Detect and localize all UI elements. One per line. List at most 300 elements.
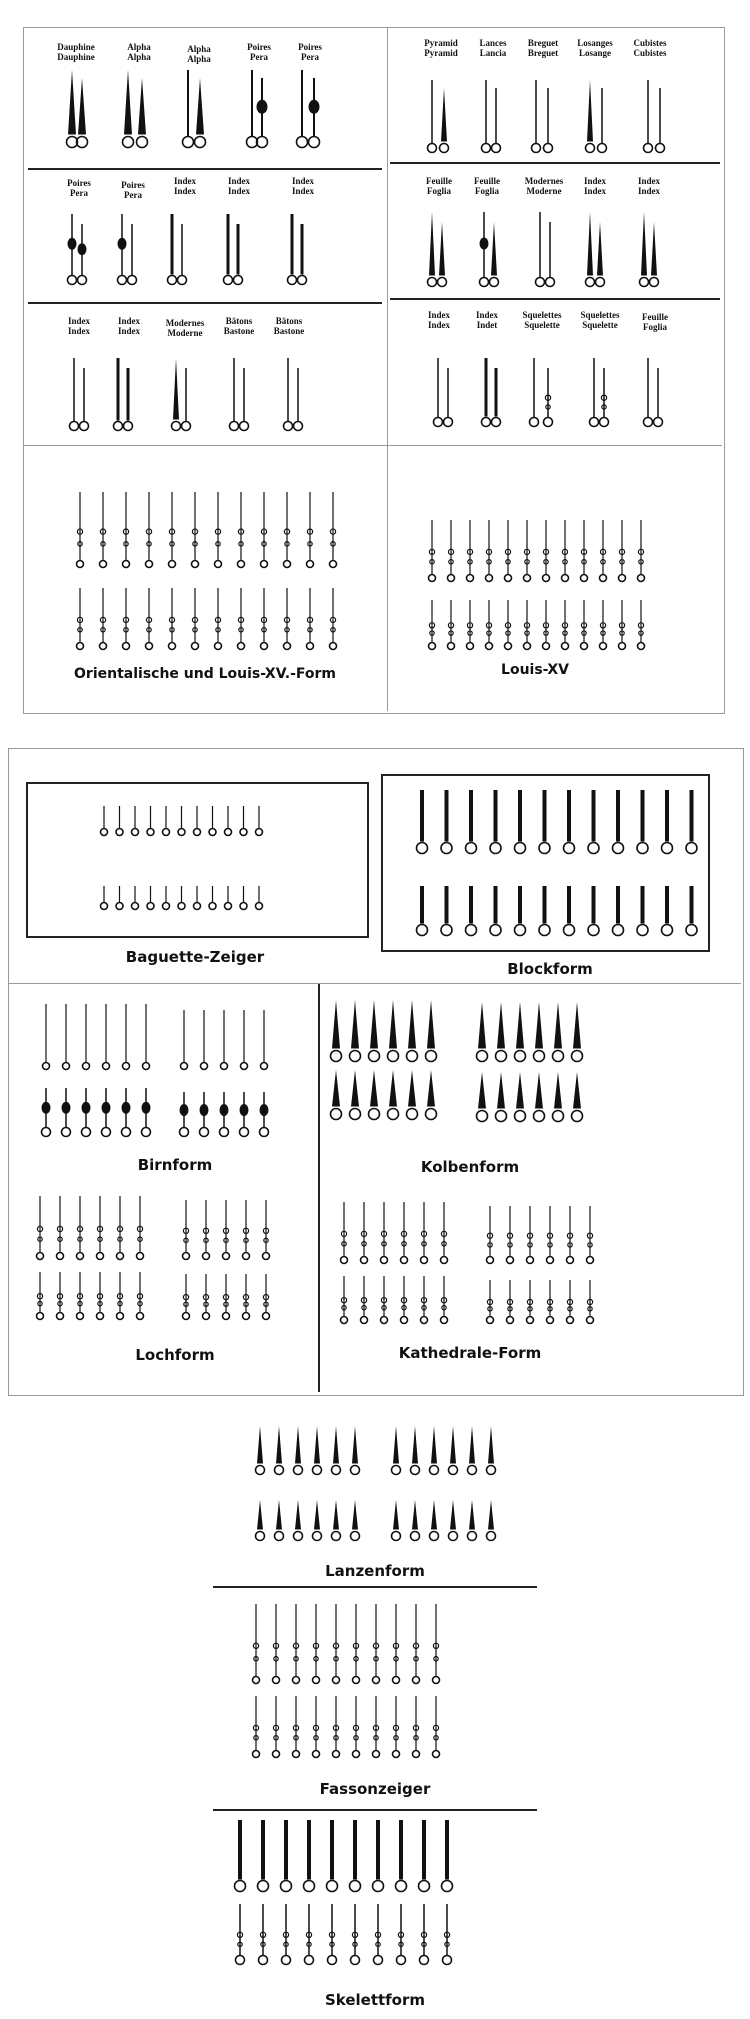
- watch-hand-icon: [411, 1500, 420, 1541]
- watch-hand-icon: [507, 1280, 514, 1324]
- hand-label-breguet: Breguet Breguet: [527, 38, 559, 58]
- watch-hand-icon: [238, 588, 245, 650]
- watch-hand-icon: [215, 492, 222, 568]
- watch-hand-icon: [304, 1820, 315, 1892]
- watch-hand-icon: [263, 1274, 270, 1320]
- watch-hand-icon: [588, 790, 599, 854]
- watch-hand-icon: [57, 1272, 64, 1320]
- watch-hand-icon: [587, 1206, 594, 1264]
- watch-hand-icon: [443, 1904, 452, 1965]
- caption-lanzenform: Lanzenform: [325, 1562, 425, 1580]
- watch-hand-icon: [181, 1010, 188, 1070]
- watch-hand-icon: [448, 600, 455, 650]
- watch-hand-icon: [331, 1000, 342, 1062]
- watch-hand-icon: [123, 1004, 130, 1070]
- watch-hand-icon: [536, 212, 545, 287]
- watch-hand-icon: [82, 1088, 91, 1137]
- caption-kathedrale-form: Kathedrale-Form: [398, 1344, 542, 1362]
- watch-hand-icon: [477, 1002, 488, 1062]
- watch-hand-icon: [102, 1088, 111, 1137]
- watch-hand-icon: [178, 224, 187, 285]
- caption-birnform: Birnform: [137, 1156, 213, 1174]
- watch-hand-icon: [293, 1604, 300, 1684]
- watch-hand-icon: [137, 1272, 144, 1320]
- watch-hand-icon: [77, 78, 88, 148]
- watch-hand-icon: [567, 1280, 574, 1324]
- watch-hand-icon: [77, 588, 84, 650]
- watch-hand-icon: [100, 492, 107, 568]
- watch-hand-icon: [564, 790, 575, 854]
- watch-hand-icon: [78, 224, 87, 285]
- watch-hand-icon: [397, 1904, 406, 1965]
- watch-hand-icon: [313, 1426, 322, 1475]
- watch-hand-icon: [381, 1202, 388, 1264]
- hand-label-poires-4: Poires Pera: [121, 180, 145, 200]
- watch-hand-icon: [341, 1276, 348, 1324]
- watch-hand-icon: [492, 88, 501, 153]
- watch-hand-icon: [284, 358, 293, 431]
- watch-hand-icon: [307, 492, 314, 568]
- watch-hand-icon: [117, 1272, 124, 1320]
- watch-hand-icon: [487, 1500, 496, 1541]
- watch-hand-icon: [547, 1206, 554, 1264]
- watch-hand-icon: [598, 88, 607, 153]
- watch-hand-icon: [361, 1276, 368, 1324]
- watch-hand-icon: [586, 212, 595, 287]
- watch-hand-icon: [259, 1904, 268, 1965]
- watch-hand-icon: [373, 1820, 384, 1892]
- watch-hand-icon: [333, 1696, 340, 1758]
- watch-hand-icon: [313, 1696, 320, 1758]
- watch-hand-icon: [37, 1196, 44, 1260]
- watch-hand-icon: [201, 1010, 208, 1070]
- caption-skelettform: Skelettform: [324, 1991, 426, 2009]
- watch-hand-icon: [434, 358, 443, 427]
- watch-hand-icon: [686, 886, 697, 936]
- watch-hand-icon: [562, 600, 569, 650]
- watch-hand-icon: [330, 588, 337, 650]
- watch-hand-icon: [257, 78, 268, 148]
- watch-hand-icon: [294, 1426, 303, 1475]
- watch-hand-icon: [411, 1426, 420, 1475]
- watch-hand-icon: [490, 790, 501, 854]
- caption-lochform: Lochform: [135, 1346, 215, 1364]
- hand-label-modernes-2: Modernes Moderne: [524, 176, 564, 196]
- watch-hand-icon: [178, 886, 185, 910]
- watch-hand-icon: [275, 1426, 284, 1475]
- hand-label-poires-1: Poires Pera: [247, 42, 271, 62]
- watch-hand-icon: [284, 588, 291, 650]
- watch-hand-icon: [564, 886, 575, 936]
- watch-hand-icon: [401, 1202, 408, 1264]
- watch-hand-icon: [182, 368, 191, 431]
- watch-hand-icon: [298, 224, 307, 285]
- watch-hand-icon: [546, 222, 555, 287]
- watch-hand-icon: [419, 1820, 430, 1892]
- hand-label-batons-2: Bâtons Bastone: [273, 316, 305, 336]
- watch-hand-icon: [590, 358, 599, 427]
- watch-hand-icon: [413, 1604, 420, 1684]
- watch-hand-icon: [313, 1500, 322, 1541]
- watch-hand-icon: [235, 1820, 246, 1892]
- watch-hand-icon: [572, 1072, 583, 1122]
- watch-hand-icon: [444, 368, 453, 427]
- watch-hand-icon: [101, 806, 108, 836]
- watch-hand-icon: [507, 1206, 514, 1264]
- watch-hand-icon: [530, 358, 539, 427]
- watch-hand-icon: [294, 1500, 303, 1541]
- watch-hand-icon: [654, 368, 663, 427]
- watch-hand-icon: [441, 790, 452, 854]
- watch-hand-icon: [123, 492, 130, 568]
- watch-hand-icon: [103, 1004, 110, 1070]
- hand-label-poires-2: Poires Pera: [298, 42, 322, 62]
- hand-label-index-7: Index Index: [637, 176, 660, 196]
- watch-hand-icon: [421, 1202, 428, 1264]
- watch-hand-icon: [441, 886, 452, 936]
- watch-hand-icon: [539, 790, 550, 854]
- watch-hand-icon: [240, 806, 247, 836]
- watch-hand-icon: [236, 1904, 245, 1965]
- watch-hand-icon: [77, 1196, 84, 1260]
- watch-hand-icon: [429, 520, 436, 582]
- watch-hand-icon: [83, 1004, 90, 1070]
- watch-hand-icon: [441, 1202, 448, 1264]
- watch-hand-icon: [97, 1272, 104, 1320]
- watch-hand-icon: [438, 222, 447, 287]
- watch-hand-icon: [428, 212, 437, 287]
- watch-hand-icon: [353, 1696, 360, 1758]
- watch-hand-icon: [77, 1272, 84, 1320]
- hand-label-modernes: Modernes Moderne: [165, 318, 205, 338]
- hand-label-index-9: Index Indet: [475, 310, 498, 330]
- watch-hand-icon: [122, 1088, 131, 1137]
- watch-hand-icon: [637, 790, 648, 854]
- watch-hand-icon: [305, 1904, 314, 1965]
- watch-hand-icon: [433, 1696, 440, 1758]
- watch-hand-icon: [482, 80, 491, 153]
- watch-hand-icon: [656, 88, 665, 153]
- watch-hand-icon: [350, 1070, 361, 1120]
- watch-hand-icon: [203, 1200, 210, 1260]
- watch-hand-icon: [487, 1426, 496, 1475]
- watch-hand-icon: [567, 1206, 574, 1264]
- watch-hand-icon: [341, 1202, 348, 1264]
- hand-label-index-6: Index Index: [583, 176, 606, 196]
- watch-hand-icon: [147, 886, 154, 910]
- hand-label-pyramid: Pyramid Pyramid: [424, 38, 458, 58]
- watch-hand-icon: [486, 520, 493, 582]
- watch-hand-icon: [261, 492, 268, 568]
- watch-hand-icon: [515, 1002, 526, 1062]
- watch-hand-icon: [619, 600, 626, 650]
- watch-hand-icon: [132, 886, 139, 910]
- watch-hand-icon: [168, 214, 177, 285]
- watch-hand-icon: [373, 1604, 380, 1684]
- watch-hand-icon: [194, 806, 201, 836]
- watch-hand-icon: [353, 1604, 360, 1684]
- watch-hand-icon: [309, 78, 320, 148]
- watch-hand-icon: [381, 1276, 388, 1324]
- watch-hand-icon: [544, 368, 553, 427]
- watch-hand-icon: [596, 222, 605, 287]
- watch-hand-icon: [118, 214, 127, 285]
- hand-label-cubistes: Cubistes Cubistes: [633, 38, 667, 58]
- watch-hand-icon: [57, 1196, 64, 1260]
- watch-hand-icon: [297, 70, 308, 148]
- watch-hand-icon: [241, 1010, 248, 1070]
- watch-hand-icon: [407, 1000, 418, 1062]
- watch-hand-icon: [223, 1200, 230, 1260]
- watch-hand-icon: [482, 358, 491, 427]
- hand-label-feuille-2: Feuille Foglia: [474, 176, 500, 196]
- hand-label-index-3: Index Index: [291, 176, 314, 196]
- caption-fassonzeiger: Fassonzeiger: [319, 1780, 431, 1798]
- watch-hand-icon: [490, 886, 501, 936]
- watch-hand-icon: [662, 886, 673, 936]
- watch-hand-icon: [351, 1500, 360, 1541]
- caption-baguette-zeiger: Baguette-Zeiger: [125, 948, 265, 966]
- watch-hand-icon: [532, 80, 541, 153]
- watch-hand-icon: [243, 1200, 250, 1260]
- watch-hand-icon: [256, 806, 263, 836]
- watch-hand-icon: [421, 1276, 428, 1324]
- watch-hand-icon: [275, 1500, 284, 1541]
- watch-hand-icon: [68, 214, 77, 285]
- watch-hand-icon: [332, 1426, 341, 1475]
- watch-hand-icon: [430, 1500, 439, 1541]
- hand-label-index-8: Index Index: [427, 310, 450, 330]
- watch-hand-icon: [294, 368, 303, 431]
- watch-hand-icon: [587, 1280, 594, 1324]
- caption-louis-xv: Louis-XV: [501, 662, 569, 678]
- watch-hand-icon: [183, 1200, 190, 1260]
- watch-hand-icon: [273, 1604, 280, 1684]
- watch-hand-icon: [539, 886, 550, 936]
- watch-hand-icon: [426, 1000, 437, 1062]
- watch-hand-icon: [392, 1426, 401, 1475]
- watch-hand-icon: [215, 588, 222, 650]
- watch-hand-icon: [261, 588, 268, 650]
- watch-hand-icon: [43, 1004, 50, 1070]
- watch-hand-icon: [619, 520, 626, 582]
- watch-hand-icon: [544, 88, 553, 153]
- watch-hand-icon: [487, 1206, 494, 1264]
- watch-hand-icon: [442, 1820, 453, 1892]
- watch-hand-icon: [137, 1196, 144, 1260]
- watch-hand-icon: [114, 358, 123, 431]
- watch-hand-icon: [600, 600, 607, 650]
- hand-label-feuille-1: Feuille Foglia: [426, 176, 452, 196]
- watch-hand-icon: [393, 1604, 400, 1684]
- watch-hand-icon: [225, 806, 232, 836]
- watch-hand-icon: [261, 1010, 268, 1070]
- watch-hand-icon: [524, 520, 531, 582]
- watch-hand-icon: [128, 224, 137, 285]
- watch-hand-icon: [515, 790, 526, 854]
- watch-hand-icon: [640, 212, 649, 287]
- watch-hand-icon: [331, 1070, 342, 1120]
- watch-hand-icon: [221, 1010, 228, 1070]
- watch-hand-icon: [515, 886, 526, 936]
- watch-hand-icon: [449, 1500, 458, 1541]
- watch-hand-icon: [637, 886, 648, 936]
- hand-label-index-1: Index Index: [173, 176, 196, 196]
- watch-hand-icon: [351, 1426, 360, 1475]
- watch-hand-icon: [183, 70, 194, 148]
- watch-hand-icon: [67, 70, 78, 148]
- watch-hand-icon: [638, 600, 645, 650]
- watch-hand-icon: [230, 358, 239, 431]
- watch-hand-icon: [466, 886, 477, 936]
- watch-hand-icon: [429, 600, 436, 650]
- watch-hand-icon: [505, 600, 512, 650]
- watch-hand-icon: [586, 80, 595, 153]
- watch-hand-icon: [600, 368, 609, 427]
- watch-hand-icon: [449, 1426, 458, 1475]
- hand-label-squelettes-2: Squelettes Squelette: [580, 310, 620, 330]
- watch-hand-icon: [448, 520, 455, 582]
- watch-hand-icon: [307, 588, 314, 650]
- watch-hand-icon: [515, 1072, 526, 1122]
- watch-hand-icon: [562, 520, 569, 582]
- watch-hand-icon: [613, 886, 624, 936]
- watch-hand-icon: [547, 1280, 554, 1324]
- watch-hand-icon: [258, 1820, 269, 1892]
- watch-hand-icon: [650, 222, 659, 287]
- watch-hand-icon: [172, 358, 181, 431]
- watch-hand-icon: [527, 1280, 534, 1324]
- watch-hand-icon: [430, 1426, 439, 1475]
- watch-hand-icon: [613, 790, 624, 854]
- watch-hand-icon: [369, 1000, 380, 1062]
- watch-hand-icon: [467, 600, 474, 650]
- watch-hand-icon: [572, 1002, 583, 1062]
- watch-hand-icon: [553, 1072, 564, 1122]
- hand-label-index-4: Index Index: [67, 316, 90, 336]
- watch-hand-icon: [426, 1070, 437, 1120]
- watch-hand-icon: [256, 886, 263, 910]
- watch-hand-icon: [240, 886, 247, 910]
- watch-hand-icon: [263, 1200, 270, 1260]
- watch-hand-icon: [183, 1274, 190, 1320]
- watch-hand-icon: [686, 790, 697, 854]
- watch-hand-icon: [169, 492, 176, 568]
- watch-hand-icon: [486, 600, 493, 650]
- watch-hand-icon: [466, 790, 477, 854]
- watch-hand-icon: [487, 1280, 494, 1324]
- watch-hand-icon: [588, 886, 599, 936]
- watch-hand-icon: [420, 1904, 429, 1965]
- watch-hand-icon: [70, 358, 79, 431]
- watch-hand-icon: [260, 1092, 269, 1137]
- caption-blockform: Blockform: [507, 960, 593, 978]
- hand-label-index-5: Index Index: [117, 316, 140, 336]
- watch-hand-icon: [524, 600, 531, 650]
- watch-hand-icon: [373, 1696, 380, 1758]
- watch-hand-icon: [243, 1274, 250, 1320]
- watch-hand-icon: [600, 520, 607, 582]
- watch-hand-icon: [313, 1604, 320, 1684]
- watch-hand-icon: [234, 224, 243, 285]
- watch-hand-icon: [240, 1092, 249, 1137]
- watch-hand-icon: [142, 1088, 151, 1137]
- watch-hand-icon: [192, 588, 199, 650]
- watch-hand-icon: [132, 806, 139, 836]
- watch-hand-icon: [256, 1426, 265, 1475]
- watch-hand-icon: [644, 358, 653, 427]
- watch-hand-icon: [468, 1500, 477, 1541]
- watch-hand-icon: [361, 1202, 368, 1264]
- watch-hand-icon: [496, 1072, 507, 1122]
- watch-hand-icon: [350, 1820, 361, 1892]
- watch-hand-icon: [644, 80, 653, 153]
- watch-hand-icon: [288, 214, 297, 285]
- watch-hand-icon: [388, 1000, 399, 1062]
- watch-hand-icon: [80, 368, 89, 431]
- watch-hand-icon: [330, 492, 337, 568]
- watch-hand-icon: [143, 1004, 150, 1070]
- hand-label-index-2: Index Index: [227, 176, 250, 196]
- watch-hand-icon: [100, 588, 107, 650]
- hand-label-batons-1: Bâtons Bastone: [223, 316, 255, 336]
- watch-hand-icon: [468, 1426, 477, 1475]
- watch-hand-icon: [123, 70, 134, 148]
- watch-hand-icon: [433, 1604, 440, 1684]
- watch-hand-icon: [282, 1904, 291, 1965]
- hand-label-losanges: Losanges Losange: [577, 38, 613, 58]
- watch-hand-icon: [256, 1500, 265, 1541]
- watch-hand-icon: [97, 1196, 104, 1260]
- watch-hand-icon: [224, 214, 233, 285]
- watch-hand-icon: [192, 492, 199, 568]
- watch-hand-icon: [178, 806, 185, 836]
- watch-hand-icon: [638, 520, 645, 582]
- watch-hand-icon: [581, 600, 588, 650]
- watch-hand-icon: [225, 886, 232, 910]
- watch-hand-icon: [293, 1696, 300, 1758]
- watch-hand-icon: [467, 520, 474, 582]
- watch-hand-icon: [147, 806, 154, 836]
- watch-hand-icon: [117, 1196, 124, 1260]
- watch-hand-icon: [581, 520, 588, 582]
- watch-hand-icon: [180, 1092, 189, 1137]
- watch-hand-icon: [388, 1070, 399, 1120]
- watch-hand-icon: [662, 790, 673, 854]
- watch-hand-icon: [163, 806, 170, 836]
- watch-hand-icon: [220, 1092, 229, 1137]
- watch-hand-icon: [247, 70, 258, 148]
- hand-label-alpha-2: Alpha Alpha: [187, 44, 211, 64]
- watch-hand-icon: [428, 80, 437, 153]
- watch-hand-icon: [333, 1604, 340, 1684]
- watch-hand-icon: [169, 588, 176, 650]
- hand-label-lances: Lances Lancia: [479, 38, 507, 58]
- watch-hand-icon: [77, 492, 84, 568]
- watch-hand-icon: [124, 368, 133, 431]
- watch-hand-icon: [553, 1002, 564, 1062]
- watch-hand-icon: [240, 368, 249, 431]
- watch-hand-icon: [253, 1604, 260, 1684]
- watch-hand-icon: [351, 1904, 360, 1965]
- watch-hand-icon: [116, 806, 123, 836]
- watch-hand-icon: [492, 368, 501, 427]
- watch-hand-icon: [223, 1274, 230, 1320]
- watch-hand-icon: [374, 1904, 383, 1965]
- watch-hand-icon: [396, 1820, 407, 1892]
- watch-hand-icon: [401, 1276, 408, 1324]
- watch-hand-icon: [194, 886, 201, 910]
